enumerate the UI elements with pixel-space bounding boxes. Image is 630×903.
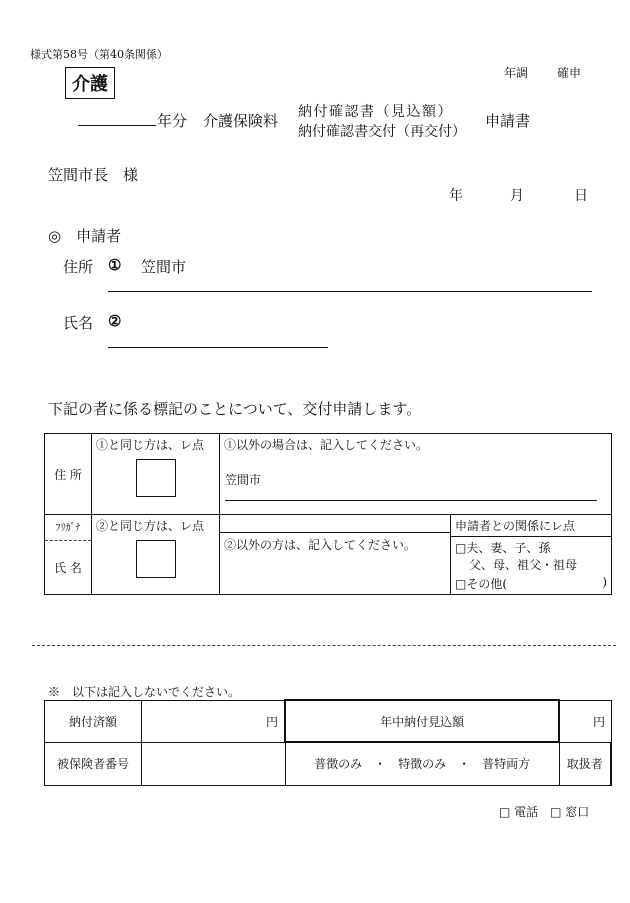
address-label: 住所 — [63, 258, 94, 276]
estimate-amount-cell — [559, 700, 611, 742]
paid-amount-cell — [142, 700, 286, 742]
subject-address-field[interactable] — [225, 490, 597, 501]
insured-number-label-cell — [45, 742, 142, 785]
paid-label-cell — [45, 700, 142, 742]
title-line1: 納付確認書（見込額） — [298, 104, 453, 120]
address-value: 笠間市 — [141, 258, 187, 276]
estimate-label: 年中納付見込額 — [380, 714, 465, 729]
insured-number-cell — [142, 742, 286, 785]
same-as-2-cell — [92, 515, 220, 595]
year-blank-line[interactable] — [78, 125, 156, 126]
relation-other-label: □その他( — [455, 577, 508, 591]
same-as-1-text: ①と同じ方は、レ点 — [96, 438, 205, 452]
name-field[interactable] — [108, 347, 328, 348]
collection-method-cell — [285, 742, 559, 785]
other-2-text: ②以外の方は、記入してください。 — [224, 538, 417, 552]
address-field[interactable] — [108, 291, 592, 292]
other-name-cell[interactable] — [220, 515, 451, 595]
circle-1-icon: ① — [108, 256, 122, 274]
relation-header: 申請者との関係にレ点 — [451, 515, 611, 537]
category-badge: 介護 — [65, 67, 115, 99]
paid-label: 納付済額 — [68, 714, 117, 729]
subject-address-label-cell — [45, 434, 92, 515]
office-use-table — [44, 699, 612, 786]
relation-parent-option: 父、母、祖父・祖母 — [469, 558, 578, 572]
addressee: 笠間市長 様 — [48, 166, 139, 184]
contact-method: □ 電話 □ 窓口 — [499, 805, 590, 819]
office-use-note: ※ 以下は記入しないでください。 — [48, 685, 241, 699]
cut-line — [32, 645, 616, 646]
insured-number-label: 被保険者番号 — [56, 757, 129, 771]
relation-family-option[interactable]: □夫、妻、子、孫 — [455, 541, 551, 555]
same-as-2-checkbox[interactable] — [136, 540, 176, 578]
circle-2-icon: ② — [108, 312, 122, 330]
request-label: 申請書 — [485, 112, 531, 130]
applicant-heading: ◎ 申請者 — [48, 227, 122, 245]
statement: 下記の者に係る標記のことについて、交付申請します。 — [48, 400, 422, 418]
subject-address-label: 住 所 — [54, 467, 82, 482]
name-label: 氏名 — [63, 314, 94, 332]
subject-furigana-field[interactable] — [220, 515, 450, 533]
insurance-label: 介護保険料 — [203, 112, 279, 130]
other-1-text: ①以外の場合は、記入してください。 — [224, 438, 429, 452]
subject-table — [44, 433, 612, 595]
handler-label-cell — [559, 742, 610, 785]
same-as-1-checkbox[interactable] — [136, 459, 176, 497]
estimate-label-cell — [285, 700, 559, 742]
year-suffix: 年分 — [157, 112, 188, 130]
relation-other-close: ) — [602, 575, 607, 589]
relation-other-option[interactable] — [451, 573, 611, 594]
confirm-label: 確申 — [557, 66, 582, 80]
date-day: 日 — [574, 188, 588, 204]
handler-label: 取扱者 — [566, 757, 603, 771]
title-line2: 納付確認書交付（再交付） — [298, 124, 466, 140]
furigana-label: ﾌﾘｶﾞﾅ — [55, 523, 81, 534]
year-adjust-label: 年調 — [504, 66, 529, 80]
subject-name-label: 氏 名 — [54, 561, 82, 575]
relation-cell — [451, 515, 612, 595]
subject-city: 笠間市 — [225, 473, 262, 487]
paid-yen: 円 — [265, 714, 278, 729]
collection-method: 普徴のみ ・ 特徴のみ ・ 普特両方 — [314, 757, 531, 772]
same-as-2-text: ②と同じ方は、レ点 — [96, 519, 205, 533]
form-number: 様式第58号（第40条関係） — [30, 48, 168, 61]
date-year: 年 — [449, 188, 463, 204]
estimate-yen: 円 — [592, 714, 605, 729]
date-month: 月 — [510, 188, 524, 204]
same-as-1-cell — [92, 434, 220, 515]
handler-cell — [610, 742, 611, 785]
other-address-cell — [220, 434, 612, 515]
subject-name-label-cell — [45, 515, 92, 595]
